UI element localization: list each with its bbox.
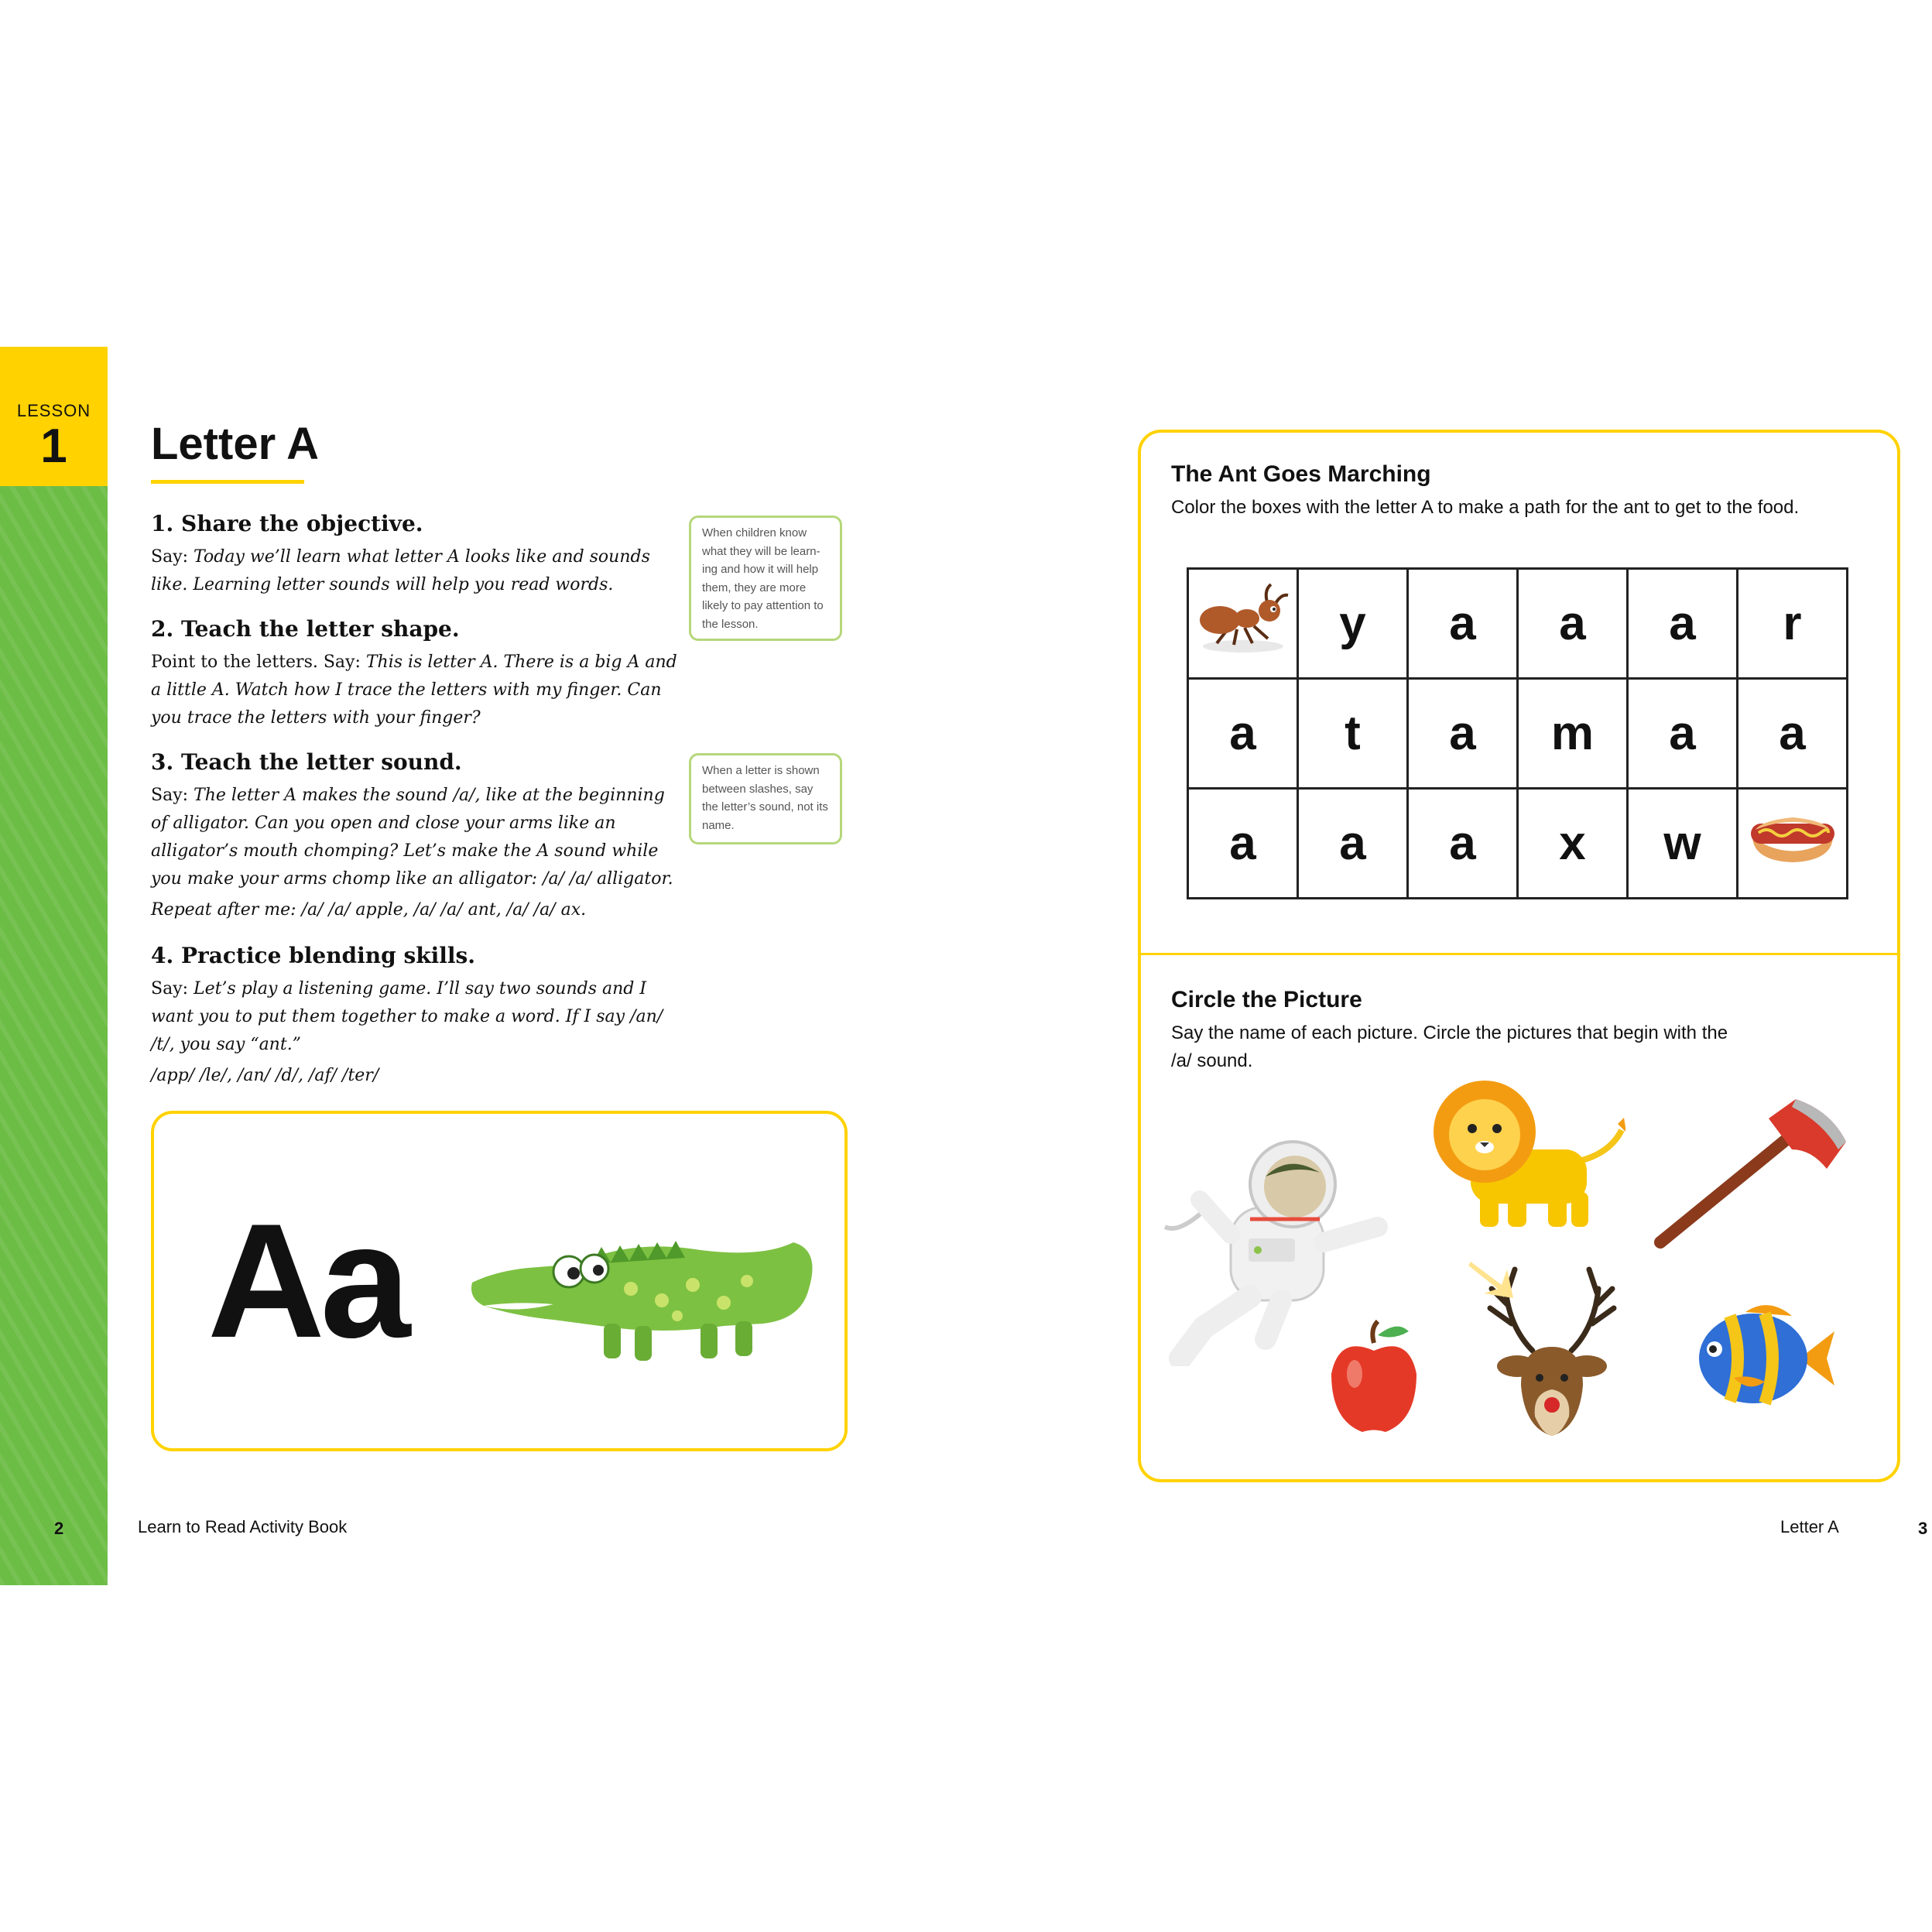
step-2-script: This is letter A. There is a big A and a little A. Watch how I trace the letters with my finger. Can you trace the letters with your finger? (151, 653, 677, 728)
maze-cell[interactable]: y (1298, 569, 1408, 679)
maze-cell[interactable]: x (1518, 789, 1628, 899)
step-4-script: Let’s play a listening game. I’ll say two sounds and I want you to put them together to make a word. If I say /an/ /t/, you say “ant.” (151, 979, 663, 1054)
maze-cell[interactable]: a (1408, 789, 1518, 899)
page-title: Letter A (151, 419, 319, 469)
maze-cell-ant (1188, 569, 1298, 679)
maze-row (1188, 679, 1848, 789)
hotdog-icon (1746, 807, 1839, 868)
circle-title: Circle the Picture (1171, 987, 1362, 1012)
step-3-repeat-text: Repeat after me: /a/ /a/ apple, /a/ /a/ ant, /a/ /a/ ax. (151, 900, 587, 920)
maze-title: The Ant Goes Marching (1171, 461, 1431, 487)
maze-cell[interactable]: w (1628, 789, 1738, 899)
lesson-label: LESSON (16, 401, 91, 420)
maze-row (1188, 569, 1848, 679)
ant-icon (1197, 575, 1290, 660)
step-4-heading: 4. Practice blending skills. (151, 943, 476, 968)
step-1-script: Today we’ll learn what letter A looks like and sounds like. Learning letter sounds will help you read words. (151, 547, 650, 594)
fish-icon[interactable] (1691, 1297, 1838, 1420)
maze-cell[interactable]: a (1738, 679, 1848, 789)
teacher-note-1: When children know what they will be learn-ing and how it will help them, they are more likely to pay attention to the lesson. (689, 516, 842, 641)
step-3-heading: 3. Teach the letter sound. (151, 749, 462, 775)
arrow-icon (1467, 1250, 1521, 1304)
axe-icon[interactable] (1653, 1095, 1854, 1250)
maze-cell-hotdog (1738, 789, 1848, 899)
maze-cell[interactable]: t (1298, 679, 1408, 789)
teacher-note-2: When a letter is shown between slashes, say the letter’s sound, not its name. (689, 753, 842, 844)
step-1-heading: 1. Share the objective. (151, 511, 423, 536)
maze-cell[interactable]: a (1298, 789, 1408, 899)
maze-cell[interactable]: a (1408, 679, 1518, 789)
maze-cell[interactable]: a (1628, 679, 1738, 789)
maze-row (1188, 789, 1848, 899)
step-3-repeat (151, 896, 677, 924)
step-4-examples (151, 1062, 677, 1090)
maze-cell[interactable]: m (1518, 679, 1628, 789)
lion-icon[interactable] (1424, 1076, 1625, 1231)
lesson-side-strip (0, 347, 108, 1585)
maze-cell[interactable]: r (1738, 569, 1848, 679)
apple-icon[interactable] (1324, 1320, 1424, 1436)
maze-cell[interactable]: a (1408, 569, 1518, 679)
step-1-say: Say: (151, 547, 194, 567)
step-2-text (151, 649, 677, 732)
maze-cell[interactable]: a (1188, 679, 1298, 789)
step-3-say: Say: (151, 786, 194, 805)
step-4-examples-text: /app/ /le/, /an/ /d/, /af/ /ter/ (151, 1066, 379, 1085)
book-title-footer: Learn to Read Activity Book (138, 1517, 348, 1536)
step-4-text (151, 975, 677, 1059)
step-2-say: Point to the letters. Say: (151, 653, 366, 672)
step-3-text (151, 782, 677, 893)
letter-maze-grid (1187, 567, 1848, 899)
title-underline (151, 480, 304, 484)
alligator-icon (468, 1227, 817, 1374)
circle-instructions-line-1: Say the name of each picture. Circle the pictures that begin with the (1171, 1023, 1728, 1043)
maze-cell[interactable]: a (1188, 789, 1298, 899)
maze-cell[interactable]: a (1518, 569, 1628, 679)
section-footer: Letter A (1780, 1517, 1839, 1536)
lesson-number: 1 (40, 420, 67, 473)
step-1-text (151, 543, 677, 599)
step-2-heading: 2. Teach the letter shape. (151, 616, 460, 642)
maze-instructions: Color the boxes with the letter A to make a path for the ant to get to the food. (1171, 497, 1800, 518)
activity-divider (1141, 953, 1897, 955)
big-letters: Aa (207, 1190, 406, 1372)
lesson-tab (0, 347, 108, 486)
step-3-script: The letter A makes the sound /a/, like at the beginning of alligator. Can you open and close your arms like an alligator’s mouth chomping? Let’s make the A sound while you make your arms chomp like an alligator: /a/ /a/ alligator. (151, 786, 673, 889)
maze-cell[interactable]: a (1628, 569, 1738, 679)
left-page-number: 2 (54, 1519, 64, 1538)
step-4-say: Say: (151, 979, 194, 999)
circle-instructions-line-2: /a/ sound. (1171, 1050, 1253, 1071)
right-page-number: 3 (1918, 1519, 1928, 1538)
